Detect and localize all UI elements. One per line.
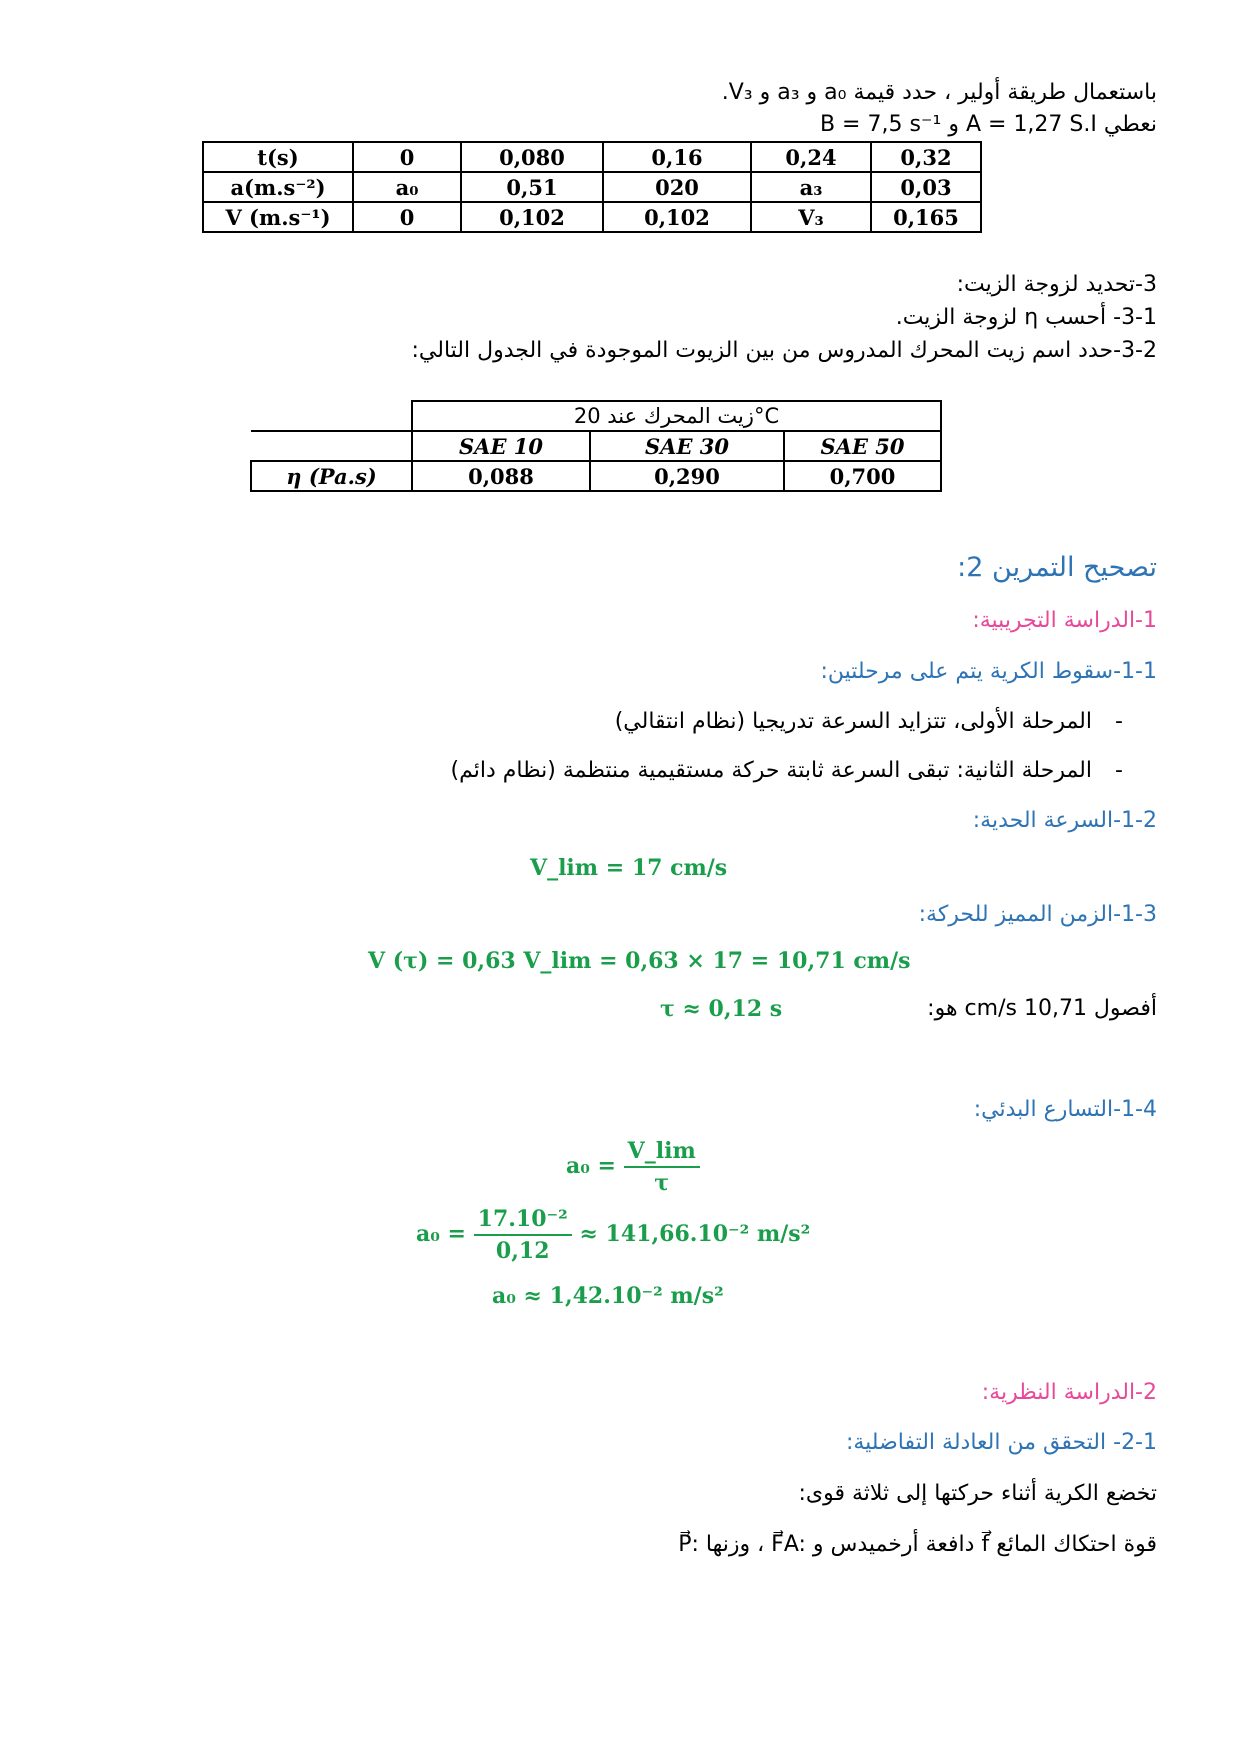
a0-numerator: V_lim (624, 1138, 700, 1168)
table-row (251, 431, 941, 461)
a0-calc-numerator: 17.10⁻² (474, 1206, 572, 1236)
row-label: η (Pa.s) (251, 461, 412, 491)
oil-grade: SAE 10 (412, 431, 590, 461)
table-cell: 0,102 (461, 202, 603, 232)
table-cell: 0 (353, 142, 461, 172)
table-row (251, 401, 941, 431)
table-cell: 0,16 (603, 142, 751, 172)
section3-question-1: 3-1- أحسب η لزوجة الزيت. (895, 305, 1157, 330)
bullet-phase-2: المرحلة الثانية: تبقى السرعة ثابتة حركة مستقيمية منتظمة (نظام دائم) (450, 758, 1092, 783)
a0-final: a₀ ≈ 1,42.10⁻² m/s² (492, 1283, 724, 1309)
table-cell: V (m.s⁻¹) (203, 202, 353, 232)
a0-calculation (416, 1206, 810, 1264)
table-row (251, 461, 941, 491)
table-cell: 0,03 (871, 172, 981, 202)
table-cell: 0,165 (871, 202, 981, 232)
table-header: زيت المحرك عند 20°C (412, 401, 941, 431)
section1-4-heading: 1-4-التسارع البدئي: (973, 1097, 1157, 1122)
section2-heading: 2-الدراسة النظرية: (981, 1380, 1157, 1405)
section3-title: 3-تحديد لزوجة الزيت: (956, 272, 1157, 297)
a0-denominator: τ (654, 1170, 670, 1196)
correction-title: تصحيح التمرين 2: (957, 552, 1157, 583)
table-row (203, 172, 981, 202)
bullet-mark: - (1115, 709, 1123, 734)
section1-1-heading: 1-1-سقوط الكرية يتم على مرحلتين: (820, 659, 1157, 684)
viscosity-value: 0,290 (590, 461, 784, 491)
a0-calc-denominator: 0,12 (495, 1238, 550, 1264)
viscosity-value: 0,088 (412, 461, 590, 491)
table-cell: a₃ (751, 172, 871, 202)
a0-definition (566, 1138, 700, 1196)
table-cell: 020 (603, 172, 751, 202)
table-row (203, 202, 981, 232)
section2-1-heading: 2-1- التحقق من العادلة التفاضلية: (845, 1430, 1157, 1455)
oil-grade: SAE 30 (590, 431, 784, 461)
tau-equation: V (τ) = 0,63 V_lim = 0,63 × 17 = 10,71 cm/s (368, 948, 911, 974)
limit-speed-equation: V_lim = 17 cm/s (530, 855, 728, 881)
forces-intro: تخضع الكرية أثناء حركتها إلى ثلاثة قوى: (798, 1481, 1157, 1506)
intro-line-2: نعطي A = 1,27 S.I و B = 7,5 s⁻¹ (819, 112, 1157, 137)
section1-3-heading: 1-3-الزمن المميز للحركة: (918, 902, 1157, 927)
table-cell: t(s) (203, 142, 353, 172)
table-cell: a₀ (353, 172, 461, 202)
table-cell-empty (251, 401, 412, 431)
bullet-phase-1: المرحلة الأولى، تتزايد السرعة تدريجيا (نظام انتقالي) (614, 709, 1092, 734)
a0-fraction (624, 1138, 700, 1196)
a0-lhs: a₀ = (566, 1153, 616, 1179)
table-cell-empty (251, 431, 412, 461)
bullet-mark: - (1115, 758, 1123, 783)
abscissa-text: أفصول 10,71 cm/s هو: (927, 996, 1157, 1021)
oil-viscosity-table (250, 400, 942, 492)
table-cell: 0,102 (603, 202, 751, 232)
oil-grade: SAE 50 (784, 431, 941, 461)
a0-calc-lhs: a₀ = (416, 1221, 466, 1247)
viscosity-value: 0,700 (784, 461, 941, 491)
tau-value: τ ≈ 0,12 s (660, 996, 783, 1022)
section1-heading: 1-الدراسة التجريبية: (972, 608, 1157, 633)
table-cell: a(m.s⁻²) (203, 172, 353, 202)
section1-2-heading: 1-2-السرعة الحدية: (972, 808, 1157, 833)
table-cell: V₃ (751, 202, 871, 232)
table-row (203, 142, 981, 172)
intro-line-1: باستعمال طريقة أولير ، حدد قيمة a₀ و a₃ و V₃. (721, 80, 1157, 105)
section3-question-2: 3-2-حدد اسم زيت المحرك المدروس من بين الزيوت الموجودة في الجدول التالي: (411, 338, 1157, 363)
a0-calc-rhs: ≈ 141,66.10⁻² m/s² (579, 1221, 811, 1247)
table-cell: 0,32 (871, 142, 981, 172)
table-cell: 0,080 (461, 142, 603, 172)
table-cell: 0,51 (461, 172, 603, 202)
table-cell: 0,24 (751, 142, 871, 172)
a0-calc-fraction (474, 1206, 572, 1264)
table-cell: 0 (353, 202, 461, 232)
euler-table (202, 141, 982, 233)
forces-list: P⃗: وزنها ، F⃗A: دافعة أرخميدس و f⃗ قوة احتكاك المائع (678, 1532, 1157, 1557)
